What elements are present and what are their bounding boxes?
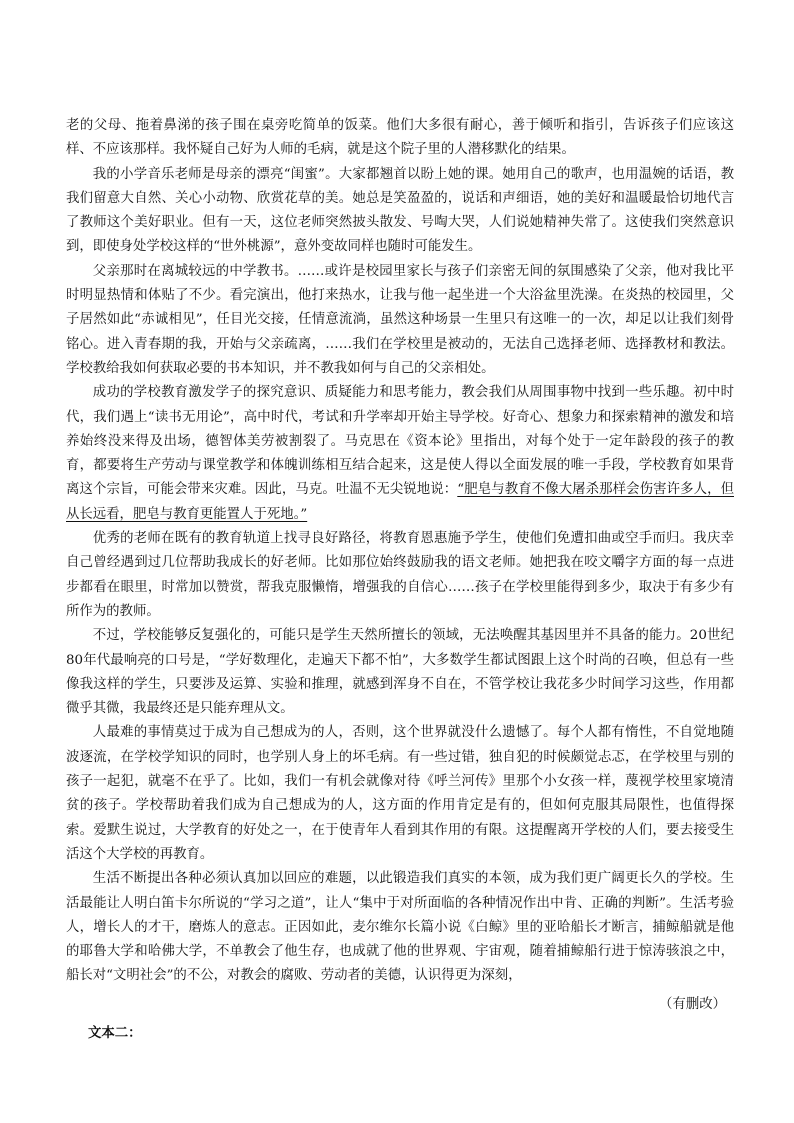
- paragraph-1: 我的小学音乐老师是母亲的漂亮“闺蜜”。大家都翘首以盼上她的课。她用自己的歌声，也用温婉的话语，教我们留意大自然、关心小动物、欣赏花草的美。她总是笑盈盈的，说话和声细语，她的美好和温暖最恰切地代言了教师这个美好职业。但有一天，这位老师突然披头散发、号啕大哭，人们说她精神失常了。这使我们突然意识到，即使身处学校这样的“世外桃源”，意外变故同样也随时可能发生。: [66, 166, 734, 255]
- paragraph-3-text: 成功的学校教育激发学子的探究意识、质疑能力和思考能力，教会我们从周围事物中找到一些乐趣。初中时代，我们遇上“读书无用论”，高中时代，考试和升学率却开始主导学校。好奇心、想象力和探索精神的激发和培养始终没来得及出场，德智体美劳被割裂了。马克思在《资本论》里指出，对每个处于一定年龄段的孩子的教育，都要将生产劳动与课堂教学和体魄训练相互结合起来，这是使人得以全面发展的唯一手段，学校教育如果背离这个宗旨，可能会带来灾难。因此，马克。吐温不无尖锐地说：: [66, 385, 734, 498]
- paragraph-7: 生活不断提出各种必须认真加以回应的难题，以此锻造我们真实的本领，成为我们更广阔更长久的学校。生活最能让人明白笛卡尔所说的“学习之道”，让人“集中于对所面临的各种情况作出中肯、正确的判断”。生活考验人，增长人的才干，磨炼人的意志。正因如此，麦尔维尔长篇小说《白鲸》里的亚哈船长才断言，捕鲸船就是他的耶鲁大学和哈佛大学，不单教会了他生存，也成就了他的世界观、宇宙观，随着捕鲸船行进于惊涛骇浪之中，船长对“文明社会”的不公，对教会的腐败、劳动者的美德，认识得更为深刻，: [66, 871, 734, 984]
- paragraph-3: [66, 381, 734, 527]
- article-body: [66, 114, 734, 1045]
- section-title: 文本二：: [88, 1024, 142, 1041]
- paragraph-2: 父亲那时在离城较远的中学教书。……或许是校园里家长与孩子们亲密无间的氛围感染了父亲，他对我比平时明显热情和体贴了不少。看完演出，他打来热水，让我与他一起坐进一个大浴盆里洗澡。在炎热的校园里，父子居然如此“赤诚相见”，任目光交接，任情意流淌，虽然这种场景一生里只有这唯一的一次，却足以让我们刻骨铭心。进入青春期的我，开始与父亲疏离，……我们在学校里是被动的，无法自己选择老师、选择教材和教法。学校教给我如何获取必要的书本知识，并不教我如何与自己的父亲相处。: [66, 263, 734, 376]
- underlined-quote: “肥皂与教育不像大屠杀那样会伤害许多人，但从长远看，肥皂与教育更能置人于死地。”: [66, 482, 734, 522]
- paragraph-5: 不过，学校能够反复强化的，可能只是学生天然所擅长的领域，无法唤醒其基因里并不具备的能力。20世纪80年代最响亮的口号是，“学好数理化，走遍天下都不怕”，大多数学生都试图跟上这个时尚的召唤，但总有一些像我这样的学生，只要涉及运算、实验和推理，就感到浑身不自在，不管学校让我花多少时间学习这些，作用都微乎其微，我最终还是只能弃理从文。: [66, 628, 734, 717]
- edit-note: （有删改）: [659, 996, 726, 1012]
- paragraph-6: 人最难的事情莫过于成为自己想成为的人，否则，这个世界就没什么遗憾了。每个人都有惰性，不自觉地随波逐流，在学校学知识的同时，也学别人身上的坏毛病。有一些过错，独自犯的时候颇觉忐忑，在学校里与别的孩子一起犯，就毫不在乎了。比如，我们一有机会就像对待《呼兰河传》里那个小女孩一样，蔑视学校里家境清贫的孩子。学校帮助着我们成为自己想成为的人，这方面的作用肯定是有的，但如何克服其局限性，也值得探索。爱默生说过，大学教育的好处之一，在于使青年人看到其作用的有限。这提醒离开学校的人们，要去接受生活这个大学校的再教育。: [66, 725, 734, 862]
- paragraph-0: 老的父母、拖着鼻涕的孩子围在桌旁吃简单的饭菜。他们大多很有耐心，善于倾听和指引，告诉孩子们应该这样、不应该那样。我怀疑自己好为人师的毛病，就是这个院子里的人潜移默化的结果。: [66, 118, 734, 158]
- paragraph-4: 优秀的老师在既有的教育轨道上找寻良好路径，将教育恩惠施予学生，使他们免遭扣曲或空手而归。我庆幸自己曾经遇到过几位帮助我成长的好老师。比如那位始终鼓励我的语文老师。她把我在咬文嚼字方面的每一点进步都看在眼里，时常加以赞赏，帮我克服懒惰，增强我的自信心……孩子在学校里能得到多少，取决于有多少有所作为的教师。: [66, 531, 734, 619]
